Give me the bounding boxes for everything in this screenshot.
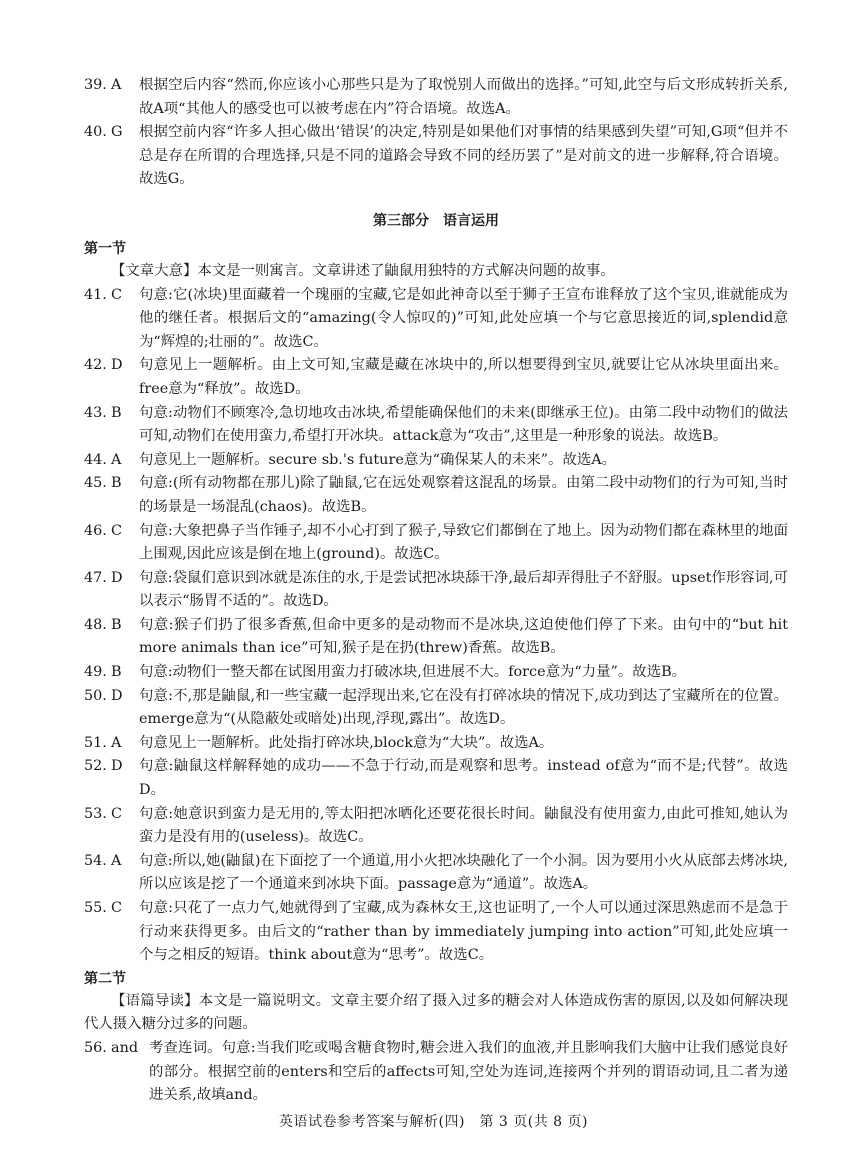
item-explanation: 句意:袋鼠们意识到冰就是冻住的水,于是尝试把冰块舔干净,最后却弄得肚子不舒服。upset作形容词,可以表示“肠胃不适的”。故选D。 [139, 569, 788, 610]
answer-item-53 [84, 803, 788, 850]
item-answer: D [111, 569, 123, 586]
item-number: 41. [84, 286, 107, 303]
item-answer: B [111, 404, 122, 421]
item-explanation: 根据空后内容“然而,你应该小心那些只是为了取悦别人而做出的选择。”可知,此空与后文形成转折关系,故A项“其他人的感受也可以被考虑在内”符合语境。故选A。 [139, 77, 788, 117]
item-number: 47. [84, 569, 107, 586]
answer-item-40 [84, 121, 788, 192]
item-explanation: 考查连词。句意:当我们吃或喝含糖食物时,糖会进入我们的血液,并且影响我们大脑中让我们感觉良好的部分。根据空前的enters和空后的affects可知,空处为连词,连接两个并列的谓语动词,且二者为递进关系,故填and。 [149, 1039, 788, 1104]
answer-item-44 [84, 449, 788, 473]
section-title-1: 第一节 [84, 240, 126, 257]
item-number: 44. [84, 451, 107, 468]
item-answer: C [111, 805, 123, 822]
item-number: 42. [84, 357, 107, 374]
item-answer: C [111, 286, 123, 303]
item-answer: B [111, 616, 122, 633]
answer-item-41 [84, 284, 788, 355]
answer-item-45 [84, 472, 788, 519]
item-explanation: 根据空前内容“许多人担心做出‘错误’的决定,特别是如果他们对事情的结果感到失望”可知,G项“但并不总是存在所谓的合理选择,只是不同的道路会导致不同的经历罢了”是对前文的进一步解释,符合语境。故选G。 [139, 124, 788, 188]
answer-item-46 [84, 520, 788, 567]
answer-item-47 [84, 567, 788, 614]
item-explanation: 句意见上一题解析。此处指打碎冰块,block意为“大块”。故选A。 [139, 734, 554, 751]
answer-item-51 [84, 732, 788, 756]
item-explanation: 句意:只花了一点力气,她就得到了宝藏,成为森林女王,这也证明了,一个人可以通过深思熟虑而不是急于行动来获得更多。由后文的“rather than by immediately jumping into action”可知,此处应填一个与之相反的短语。think about意为“思考”。故选C。 [139, 900, 788, 964]
item-answer: B [111, 475, 122, 492]
page-footer: 英语试卷参考答案与解析(四) 第 3 页(共 8 页) [279, 1114, 588, 1130]
section-title-2: 第二节 [84, 970, 126, 987]
item-number: 55. [84, 900, 107, 916]
item-number: 45. [84, 475, 107, 492]
item-number: 39. [84, 77, 107, 93]
item-number: 40. [84, 124, 107, 141]
item-answer: C [111, 522, 123, 539]
answer-item-52 [84, 755, 788, 802]
section-intro-1: 【文章大意】本文是一则寓言。文章讲述了鼬鼠用独特的方式解决问题的故事。 [111, 262, 615, 279]
item-answer: G [111, 124, 123, 141]
item-answer: A [111, 77, 122, 93]
section-intro-2: 【语篇导读】本文是一篇说明文。文章主要介绍了摄入过多的糖会对人体造成伤害的原因,以及如何解决现代人摄入糖分过多的问题。 [84, 992, 788, 1033]
item-explanation: 句意:猴子们扔了很多香蕉,但命中更多的是动物而不是冰块,这迫使他们停了下来。由句中的“but hit more animals than ice”可知,猴子是在扔(threw)香蕉。故选B。 [139, 616, 788, 657]
item-explanation: 句意:所以,她(鼬鼠)在下面挖了一个通道,用小火把冰块融化了一个小洞。因为要用小火从底部去烤冰块,所以应该是挖了一个通道来到冰块下面。passage意为“通道”。故选A。 [139, 852, 788, 893]
item-number: 50. [84, 687, 107, 704]
item-answer: D [111, 357, 123, 374]
answer-item-55 [84, 897, 788, 968]
item-explanation: 句意:(所有动物都在那儿)除了鼬鼠,它在远处观察着这混乱的场景。由第二段中动物们的行为可知,当时的场景是一场混乱(chaos)。故选B。 [139, 475, 788, 515]
item-number: 53. [84, 805, 107, 822]
item-explanation: 句意:她意识到蛮力是无用的,等太阳把冰晒化还要花很长时间。鼬鼠没有使用蛮力,由此可推知,她认为蛮力是没有用的(useless)。故选C。 [139, 805, 788, 846]
item-answer: C [111, 900, 123, 916]
item-answer: and [111, 1039, 139, 1056]
answer-item-49 [84, 661, 788, 685]
item-explanation: 句意见上一题解析。secure sb.'s future意为“确保某人的未来”。故选A。 [139, 451, 617, 468]
item-explanation: 句意:动物们不顾寒冷,急切地攻击冰块,希望能确保他们的未来(即继承王位)。由第二段中动物们的做法可知,动物们在使用蛮力,希望打开冰块。attack意为“攻击”,这里是一种形象的说法。故选B。 [139, 404, 788, 445]
item-explanation: 句意:不,那是鼬鼠,和一些宝藏一起浮现出来,它在没有打碎冰块的情况下,成功到达了宝藏所在的位置。emerge意为“(从隐蔽处或暗处)出现,浮现,露出”。故选D。 [139, 687, 788, 728]
answer-item-39 [84, 74, 788, 121]
item-number: 48. [84, 616, 107, 633]
item-answer: A [111, 734, 122, 751]
item-number: 52. [84, 758, 107, 775]
item-explanation: 句意:鼬鼠这样解释她的成功——不急于行动,而是观察和思考。instead of意为“而不是;代替”。故选D。 [139, 758, 788, 799]
item-answer: D [111, 758, 123, 775]
answer-item-50 [84, 685, 788, 732]
item-number: 51. [84, 734, 107, 751]
item-explanation: 句意:它(冰块)里面藏着一个瑰丽的宝藏,它是如此神奇以至于狮子王宣布谁释放了这个宝贝,谁就能成为他的继任者。根据后文的“amazing(令人惊叹的)”可知,此处应填一个与它意思接近的词,splendid意为“辉煌的;壮丽的”。故选C。 [139, 286, 788, 350]
part-title: 第三部分 语言运用 [373, 212, 499, 229]
answer-item-42 [84, 354, 788, 401]
item-answer: A [111, 451, 122, 468]
item-number: 56. [84, 1039, 107, 1056]
answer-item-56 [84, 1037, 788, 1108]
answer-item-43 [84, 402, 788, 449]
item-number: 54. [84, 852, 107, 869]
item-answer: A [111, 852, 122, 869]
item-number: 43. [84, 404, 107, 421]
item-explanation: 句意:动物们一整天都在试图用蛮力打破冰块,但进展不大。force意为“力量”。故选B。 [139, 664, 687, 681]
item-answer: B [111, 664, 122, 681]
answer-page [84, 74, 788, 1108]
item-number: 49. [84, 664, 107, 681]
item-number: 46. [84, 522, 107, 539]
item-explanation: 句意:大象把鼻子当作锤子,却不小心打到了猴子,导致它们都倒在了地上。因为动物们都在森林里的地面上围观,因此应该是倒在地上(ground)。故选C。 [139, 522, 788, 563]
item-answer: D [111, 687, 123, 704]
answer-item-48 [84, 614, 788, 661]
item-explanation: 句意见上一题解析。由上文可知,宝藏是藏在冰块中的,所以想要得到宝贝,就要让它从冰块里面出来。free意为“释放”。故选D。 [139, 357, 788, 397]
answer-item-54 [84, 850, 788, 897]
